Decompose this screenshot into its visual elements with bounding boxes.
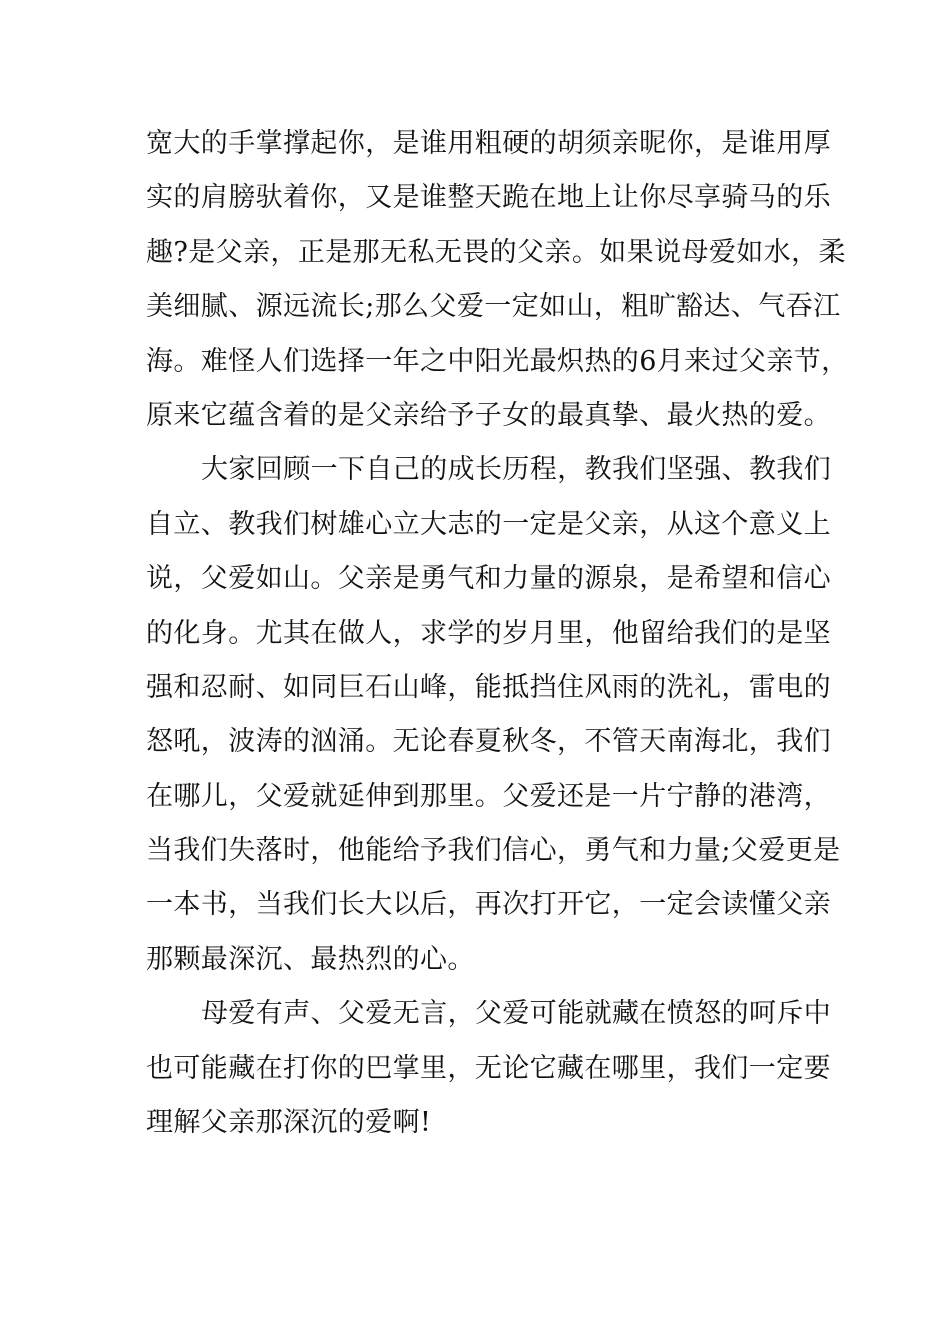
text-line: 美细腻、源远流长;那么父爱一定如山，粗旷豁达、气吞江 [146,291,841,323]
text-line: 也可能藏在打你的巴掌里，无论它藏在哪里，我们一定要 [146,1052,831,1084]
text-line: 母爱有声、父爱无言，父爱可能就藏在愤怒的呵斥中 [201,998,832,1030]
paragraph-2 [146,443,841,987]
text-line: 大家回顾一下自己的成长历程，教我们坚强、教我们 [201,454,832,486]
text-line: 海。难怪人们选择一年之中阳光最炽热的6月来过父亲节， [146,345,849,377]
document-body [146,117,849,1150]
text-line: 那颗最深沉、最热烈的心。 [146,943,475,975]
text-line: 自立、教我们树雄心立大志的一定是父亲，从这个意义上 [146,508,831,540]
text-line: 实的肩膀驮着你，又是谁整天跪在地上让你尽享骑马的乐 [146,182,831,214]
text-line: 怒吼，波涛的汹涌。无论春夏秋冬，不管天南海北，我们 [146,726,831,758]
text-line: 一本书，当我们长大以后，再次打开它，一定会读懂父亲 [146,889,831,921]
text-line: 强和忍耐、如同巨石山峰，能抵挡住风雨的洗礼，雷电的 [146,671,831,703]
text-line: 趣?是父亲，正是那无私无畏的父亲。如果说母爱如水，柔 [146,236,846,268]
text-line: 在哪儿，父爱就延伸到那里。父爱还是一片宁静的港湾， [146,780,831,812]
text-line: 说，父爱如山。父亲是勇气和力量的源泉，是希望和信心 [146,563,831,595]
text-line: 宽大的手掌撑起你，是谁用粗硬的胡须亲昵你，是谁用厚 [146,128,831,159]
paragraph-3 [146,987,832,1150]
text-line: 当我们失落时，他能给予我们信心，勇气和力量;父爱更是 [146,835,841,867]
text-line: 原来它蕴含着的是父亲给予子女的最真挚、最火热的爱。 [146,399,831,431]
paragraph-1 [146,117,849,443]
text-line: 理解父亲那深沉的爱啊! [146,1107,432,1139]
text-line: 的化身。尤其在做人，求学的岁月里，他留给我们的是坚 [146,617,831,649]
